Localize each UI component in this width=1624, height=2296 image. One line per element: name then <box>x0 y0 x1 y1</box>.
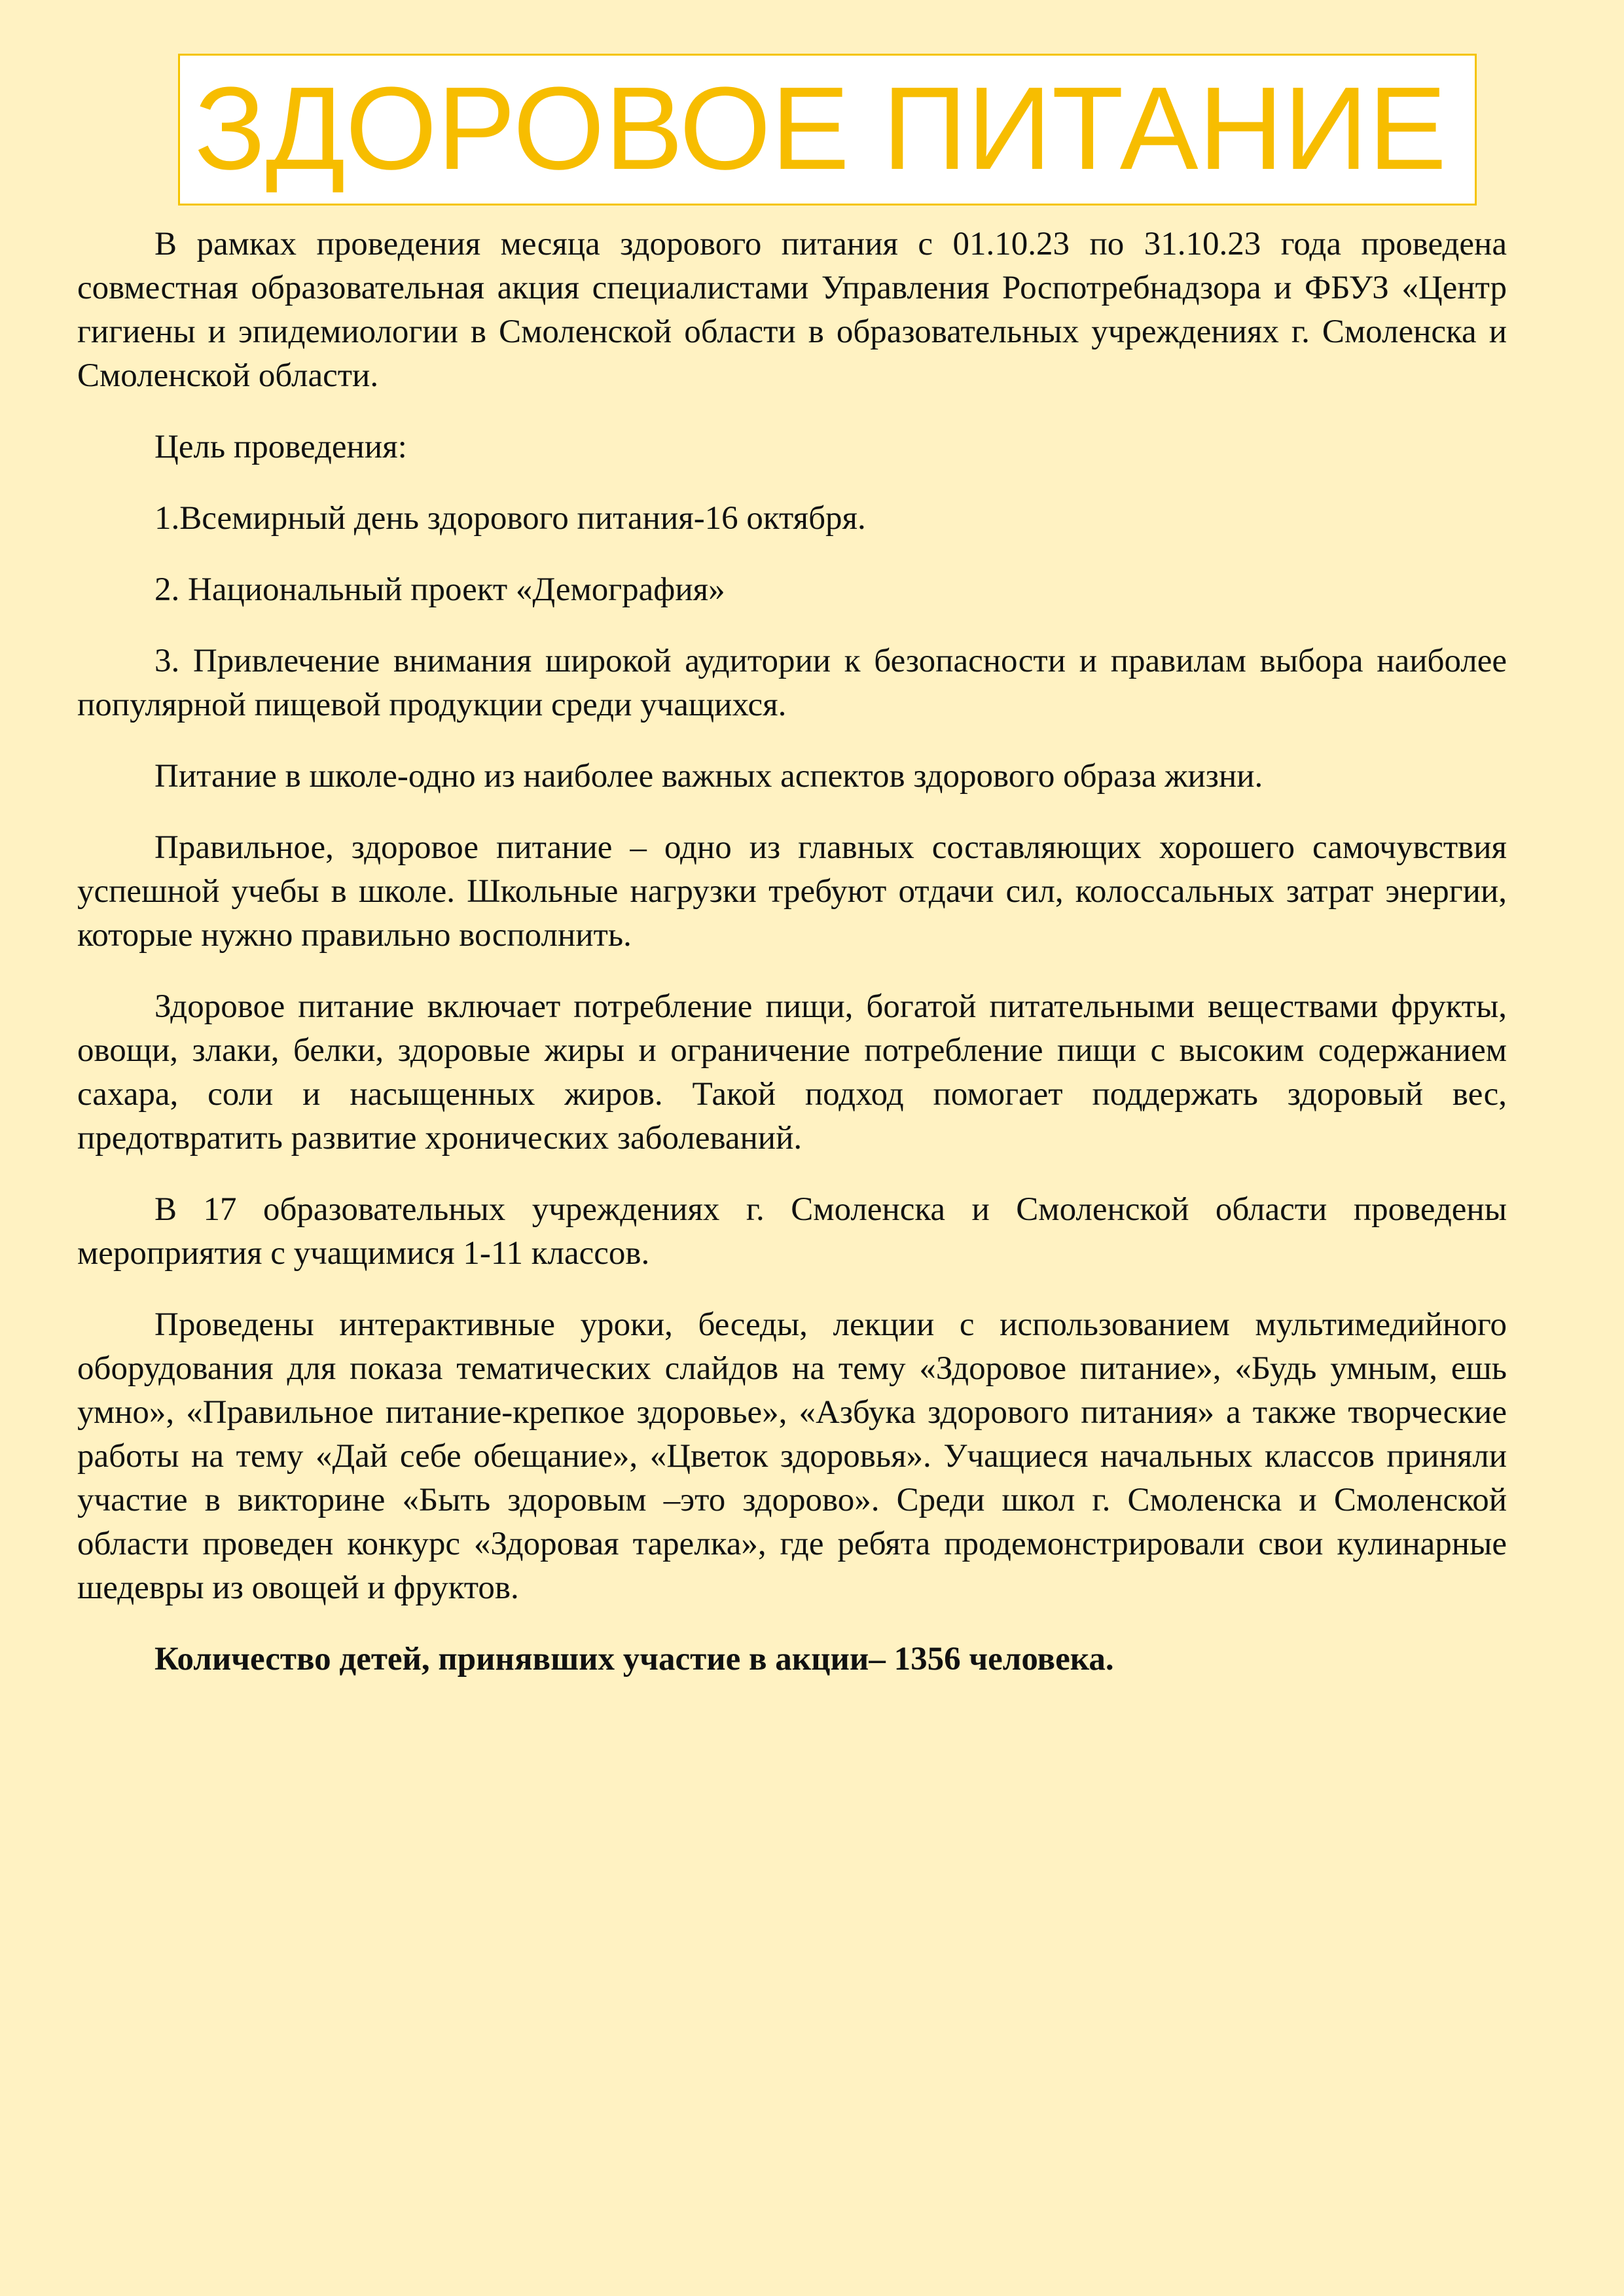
paragraph-proper-nutrition: Правильное, здоровое питание – одно из главных составляющих хорошего самочувствия успешной учебы в школе. Школьные нагрузки требуют отдачи сил, колоссальных затрат энергии, которые нужно правильно восполнить. <box>77 829 1507 954</box>
paragraph-institutions: В 17 образовательных учреждениях г. Смоленска и Смоленской области проведены мероприятия с учащимися 1-11 классов. <box>77 1191 1507 1272</box>
paragraph-goal-2: 2. Национальный проект «Демография» <box>154 571 725 608</box>
paragraph-goal-3: 3. Привлечение внимания широкой аудитории к безопасности и правилам выбора наиболее популярной пищевой продукции среди учащихся. <box>77 643 1507 723</box>
title-banner <box>178 54 1477 206</box>
paragraph-school-nutrition: Питание в школе-одно из наиболее важных аспектов здорового образа жизни. <box>154 758 1263 795</box>
paragraph-activities: Проведены интерактивные уроки, беседы, лекции с использованием мультимедийного оборудования для показа тематических слайдов на тему «Здоровое питание», «Будь умным, ешь умно», «Правильное питание-крепкое здоровье», «Азбука здорового питания» а также творческие работы на тему «Дай себе обещание», «Цветок здоровья». Учащиеся начальных классов приняли участие в викторине «Быть здоровым –это здорово». Среди школ г. Смоленска и Смоленской области проведен конкурс «Здоровая тарелка», где ребята продемонстрировали свои кулинарные шедевры из овощей и фруктов. <box>77 1306 1507 1606</box>
paragraph-intro: В рамках проведения месяца здорового питания с 01.10.23 по 31.10.23 года проведена совместная образовательная акция специалистами Управления Роспотребнадзора и ФБУЗ «Центр гигиены и эпидемиологии в Смоленской области в образовательных учреждениях г. Смоленска и Смоленской области. <box>77 226 1507 394</box>
paragraph-goal-heading: Цель проведения: <box>154 429 407 465</box>
paragraph-summary: Количество детей, принявших участие в акции– 1356 человека. <box>154 1641 1114 1677</box>
paragraph-healthy-diet: Здоровое питание включает потребление пищи, богатой питательными веществами фрукты, овощи, злаки, белки, здоровые жиры и ограничение потребление пищи с высоким содержанием сахара, соли и насыщенных жиров. Такой подход помогает поддержать здоровый вес, предотвратить развитие хронических заболеваний. <box>77 988 1507 1157</box>
article-body <box>77 223 1507 1709</box>
page-title: ЗДОРОВОЕ ПИТАНИЕ <box>194 63 1447 194</box>
paragraph-goal-1: 1.Всемирный день здорового питания-16 октября. <box>154 500 866 537</box>
